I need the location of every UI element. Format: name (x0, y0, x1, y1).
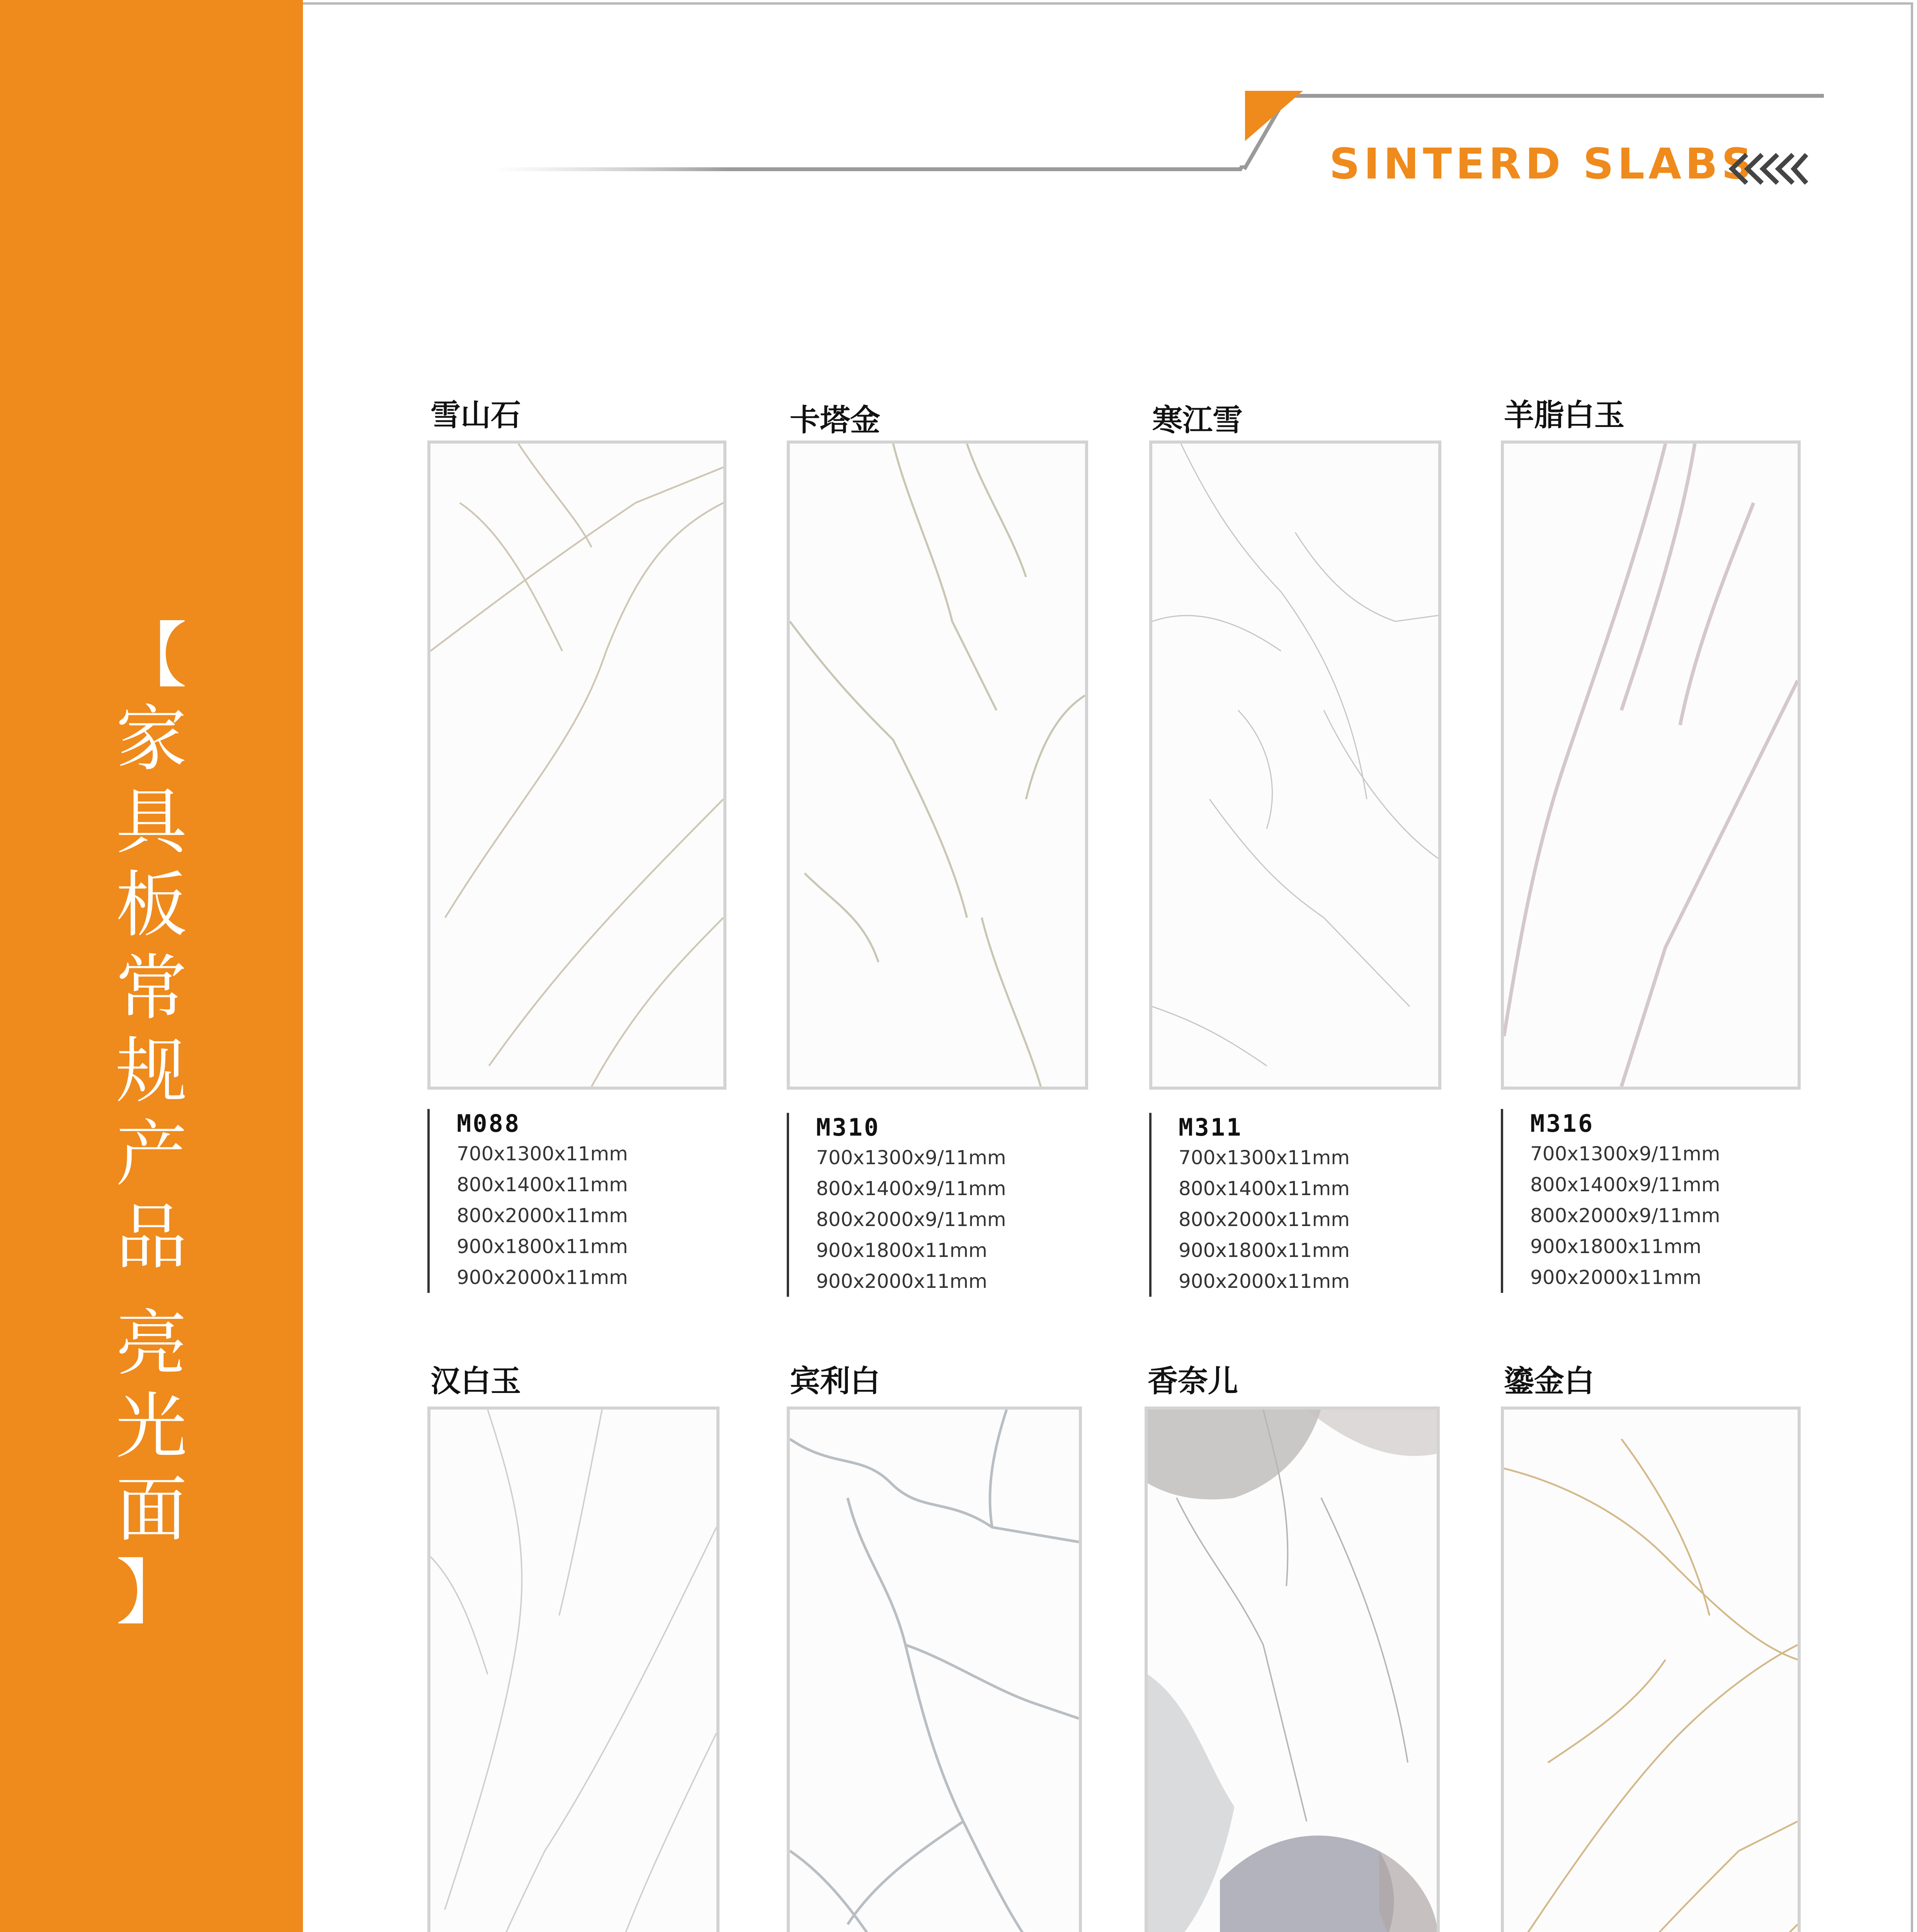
sidebar-char: 亮 (116, 1302, 187, 1385)
brand-title: SINTERD SLABS (1329, 139, 1756, 189)
product-name: 汉白玉 (430, 1364, 521, 1399)
size-line: 700x1300x9/11mm (1530, 1143, 1720, 1165)
sidebar-char: 【 (116, 614, 187, 697)
size-line: 900x2000x11mm (457, 1266, 628, 1289)
size-line: 900x1800x11mm (1530, 1235, 1701, 1258)
size-line: 700x1300x11mm (457, 1143, 628, 1165)
size-line: 800x1400x9/11mm (1530, 1173, 1720, 1196)
sidebar-char: 规 (116, 1029, 187, 1113)
sidebar-char: 常 (116, 946, 187, 1030)
size-line: 800x2000x9/11mm (816, 1208, 1006, 1231)
size-line: 800x1400x11mm (1179, 1177, 1350, 1200)
product-code: M316 (1530, 1109, 1594, 1138)
product-name: 寒江雪 (1152, 403, 1243, 438)
size-line: 900x1800x11mm (457, 1235, 628, 1258)
sidebar-title (113, 614, 190, 1634)
sidebar-char: 光 (116, 1385, 187, 1468)
product-name: 宾利白 (790, 1364, 881, 1399)
sidebar-char: 面 (116, 1468, 187, 1551)
marble-swatch-image (427, 1406, 720, 1932)
size-line: 900x1800x11mm (816, 1239, 987, 1262)
product-code: M311 (1179, 1113, 1243, 1141)
sidebar-char: 】 (116, 1551, 187, 1634)
marble-swatch-image (1145, 1406, 1440, 1932)
size-line: 900x2000x11mm (816, 1270, 987, 1293)
size-line: 900x2000x11mm (1530, 1266, 1701, 1289)
marble-swatch-image (1149, 440, 1441, 1090)
sidebar-char: 品 (116, 1196, 187, 1279)
product-name: 鎏金白 (1504, 1364, 1595, 1399)
product-spec (427, 1109, 628, 1293)
size-line: 800x2000x9/11mm (1530, 1204, 1720, 1227)
orange-triangle-icon (1245, 91, 1307, 145)
size-line: 800x1400x11mm (457, 1173, 628, 1196)
product-code: M088 (457, 1109, 521, 1138)
marble-swatch-image (1501, 440, 1801, 1090)
product-name: 香奈儿 (1148, 1364, 1238, 1399)
size-line: 800x2000x11mm (1179, 1208, 1350, 1231)
product-spec (787, 1113, 1006, 1297)
product-name: 羊脂白玉 (1504, 398, 1625, 433)
sidebar-char: 板 (116, 863, 187, 947)
size-line: 800x2000x11mm (457, 1204, 628, 1227)
product-spec (1149, 1113, 1350, 1297)
sidebar-gap (113, 1279, 190, 1302)
size-line: 700x1300x9/11mm (816, 1146, 1006, 1169)
sidebar-char: 家 (116, 697, 187, 781)
marble-swatch-image (787, 1406, 1082, 1932)
marble-swatch-image (1501, 1406, 1801, 1932)
size-line: 900x2000x11mm (1179, 1270, 1350, 1293)
marble-swatch-image (427, 440, 726, 1090)
product-code: M310 (816, 1113, 880, 1141)
product-name: 雪山石 (430, 398, 521, 433)
size-line: 700x1300x11mm (1179, 1146, 1350, 1169)
chevron-left-icon (1727, 151, 1808, 186)
marble-swatch-image (787, 440, 1088, 1090)
sidebar-char: 具 (116, 780, 187, 864)
product-name: 卡塔金 (790, 403, 881, 438)
sidebar-char: 产 (116, 1112, 187, 1196)
product-spec (1501, 1109, 1720, 1293)
sidebar (0, 0, 303, 1932)
size-line: 800x1400x9/11mm (816, 1177, 1006, 1200)
size-line: 900x1800x11mm (1179, 1239, 1350, 1262)
